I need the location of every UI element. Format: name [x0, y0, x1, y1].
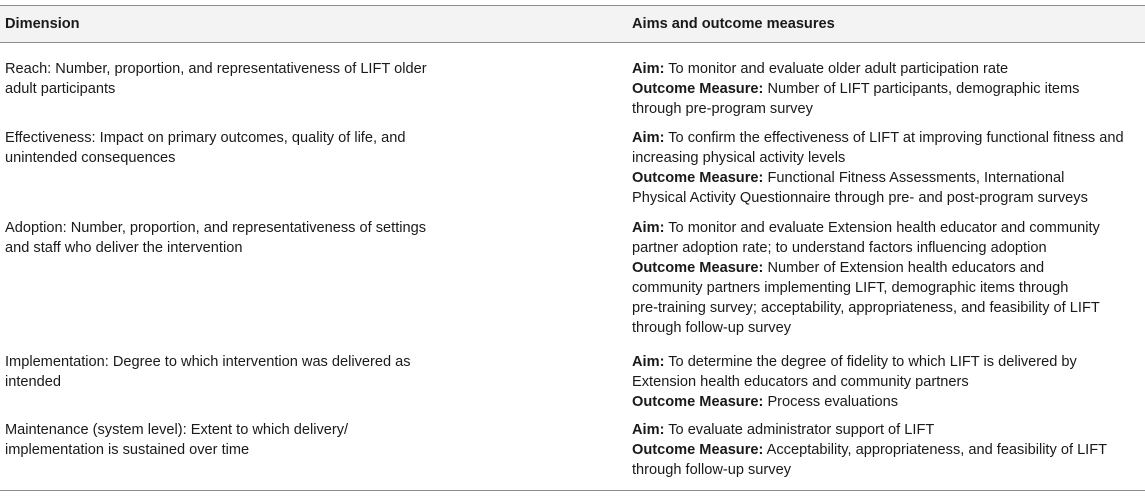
dimension-line: implementation is sustained over time	[5, 442, 250, 458]
outcome-label: Outcome Measure:	[632, 394, 764, 410]
table-row-reach-aims	[632, 59, 1079, 119]
outcome-line: Outcome Measure: Process evaluations	[632, 394, 899, 410]
outcome-line: Outcome Measure: Number of LIFT participants, demographic items	[632, 81, 1080, 97]
header-dimension: Dimension	[5, 16, 80, 32]
dimension-line: unintended consequences	[5, 150, 176, 166]
outcome-line: pre-training survey; acceptability, appropriateness, and feasibility of LIFT	[632, 300, 1100, 316]
outcome-line: through follow-up survey	[632, 320, 791, 336]
aim-label: Aim:	[632, 422, 665, 438]
bottom-rule	[0, 490, 1145, 491]
aim-line: Aim: To confirm the effectiveness of LIFT at improving functional fitness and	[632, 130, 1124, 146]
outcome-line: Outcome Measure: Number of Extension health educators and	[632, 260, 1045, 276]
aim-line: Aim: To determine the degree of fidelity to which LIFT is delivered by	[632, 354, 1077, 370]
dimension-line: adult participants	[5, 81, 116, 97]
aim-label: Aim:	[632, 220, 665, 236]
table-row-reach-dimension	[5, 59, 427, 99]
outcome-line: through follow-up survey	[632, 462, 791, 478]
table-row-implementation-dimension	[5, 352, 411, 392]
outcome-line: Outcome Measure: Acceptability, appropriateness, and feasibility of LIFT	[632, 442, 1108, 458]
outcome-label: Outcome Measure:	[632, 260, 764, 276]
table-row-implementation-aims	[632, 352, 1077, 412]
dimension-line: Implementation: Degree to which intervention was delivered as	[5, 354, 411, 370]
outcome-line: community partners implementing LIFT, demographic items through	[632, 280, 1069, 296]
outcome-line: through pre-program survey	[632, 101, 813, 117]
table-row-effectiveness-aims	[632, 128, 1124, 208]
table-header-row	[0, 6, 1145, 42]
aim-label: Aim:	[632, 130, 665, 146]
dimension-line: Reach: Number, proportion, and representativeness of LIFT older	[5, 61, 427, 77]
dimension-line: Maintenance (system level): Extent to which delivery/	[5, 422, 349, 438]
dimension-line: and staff who deliver the intervention	[5, 240, 243, 256]
table-row-adoption-aims	[632, 218, 1100, 338]
aim-line: Extension health educators and community partners	[632, 374, 969, 390]
table-row-maintenance-aims	[632, 420, 1107, 480]
header-rule	[0, 42, 1145, 43]
aim-line: Aim: To monitor and evaluate Extension health educator and community	[632, 220, 1100, 236]
aim-line: Aim: To evaluate administrator support of LIFT	[632, 422, 935, 438]
outcome-line: Outcome Measure: Functional Fitness Assessments, International	[632, 170, 1065, 186]
outcome-label: Outcome Measure:	[632, 170, 764, 186]
table-row-effectiveness-dimension	[5, 128, 405, 168]
header-aims: Aims and outcome measures	[632, 16, 835, 32]
aim-label: Aim:	[632, 61, 665, 77]
aim-line: increasing physical activity levels	[632, 150, 846, 166]
dimension-line: intended	[5, 374, 61, 390]
outcome-line: Physical Activity Questionnaire through pre- and post-program surveys	[632, 190, 1088, 206]
aim-line: partner adoption rate; to understand factors influencing adoption	[632, 240, 1047, 256]
table-row-maintenance-dimension	[5, 420, 348, 460]
table-row-adoption-dimension	[5, 218, 426, 258]
outcome-label: Outcome Measure:	[632, 442, 764, 458]
dimension-line: Adoption: Number, proportion, and representativeness of settings	[5, 220, 427, 236]
aim-line: Aim: To monitor and evaluate older adult participation rate	[632, 61, 1009, 77]
dimension-line: Effectiveness: Impact on primary outcomes, quality of life, and	[5, 130, 406, 146]
aim-label: Aim:	[632, 354, 665, 370]
outcome-label: Outcome Measure:	[632, 81, 764, 97]
